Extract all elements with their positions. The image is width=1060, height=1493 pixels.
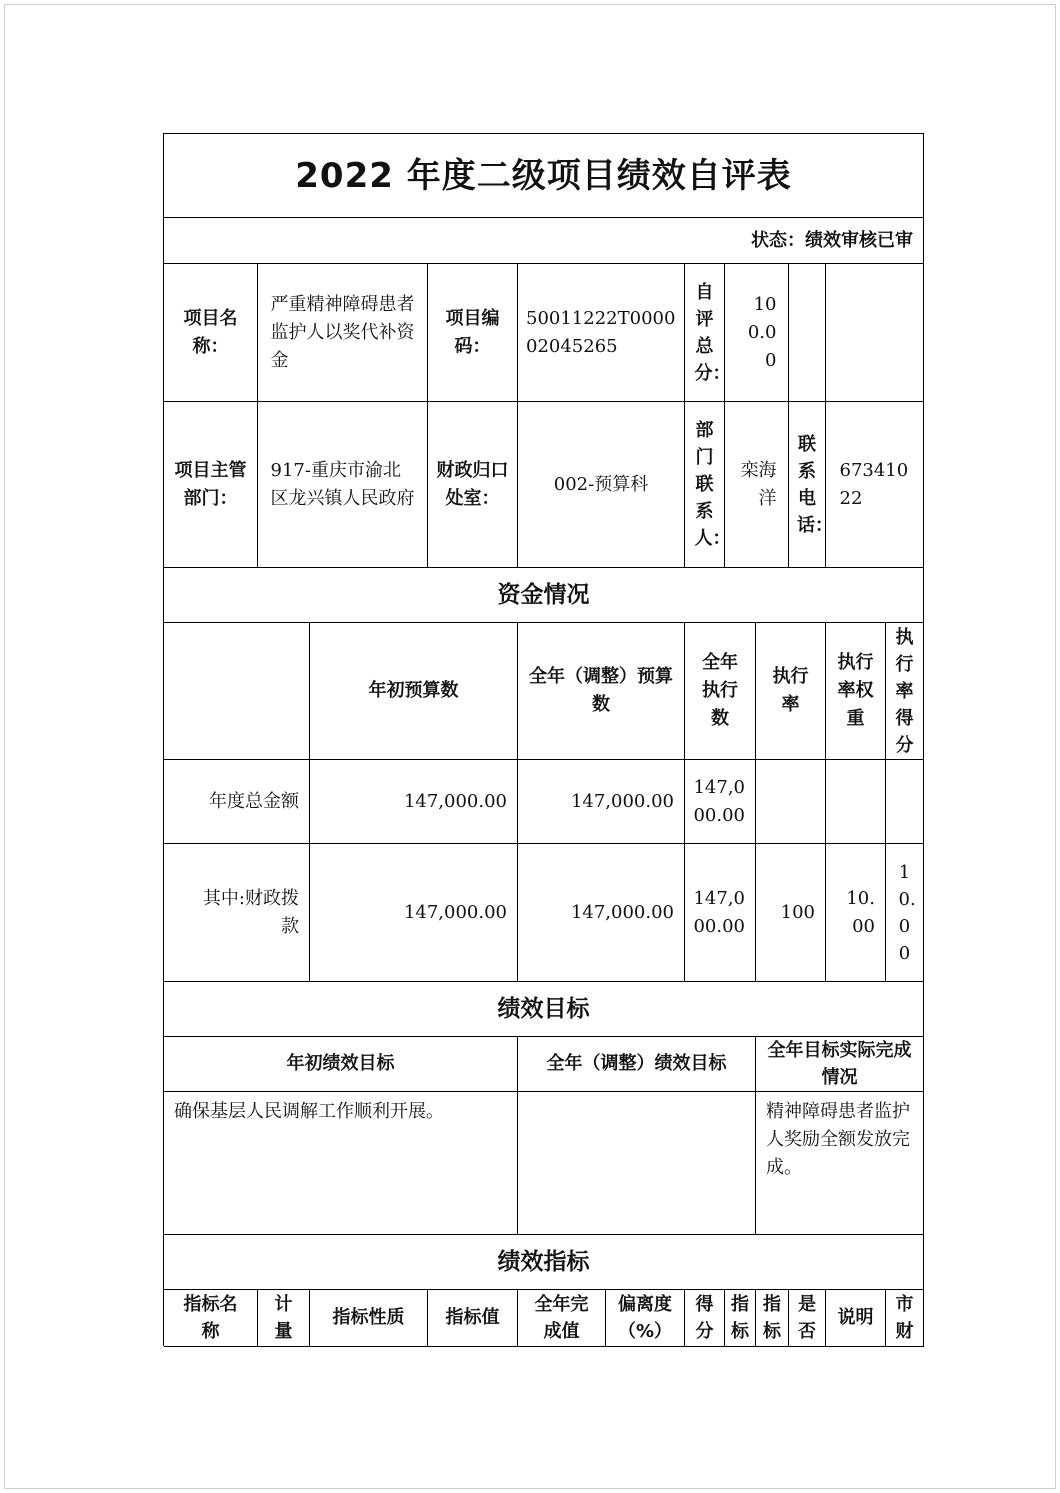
project-name-label: 项目名称： [164, 264, 258, 402]
funds-header-rate: 执行率 [756, 623, 826, 760]
evaluation-table [163, 133, 924, 1346]
funds-header-score: 执行率得分 [886, 623, 924, 760]
indicator-header-value: 指标值 [428, 1290, 518, 1347]
funds-row-adjusted: 147,000.00 [518, 844, 685, 982]
indicator-header-nature: 指标性质 [310, 1290, 428, 1347]
funds-row-label: 年度总金额 [164, 760, 310, 844]
funds-section-title: 资金情况 [164, 568, 924, 623]
funds-row-initial: 147,000.00 [310, 844, 518, 982]
project-code-value: 50011222T000002045265 [518, 264, 685, 402]
finance-office-label: 财政归口处室： [428, 402, 518, 568]
goals-header-initial: 年初绩效目标 [164, 1037, 518, 1092]
phone-label: 联系电话： [789, 402, 826, 568]
contact-value: 栾海洋 [725, 402, 789, 568]
self-score-value: 100.00 [725, 264, 789, 402]
indicator-header-completed: 全年完成值 [518, 1290, 606, 1347]
indicator-header-unit: 计量 [258, 1290, 310, 1347]
goals-header-actual: 全年目标实际完成情况 [756, 1037, 924, 1092]
indicator-header-yes-no: 是否 [789, 1290, 826, 1347]
funds-row-weight [826, 760, 886, 844]
funds-header-adjusted: 全年（调整）预算数 [518, 623, 685, 760]
funds-row-score [886, 760, 924, 844]
funds-header-blank [164, 623, 310, 760]
blank-cell [826, 264, 924, 402]
indicator-header-col8: 指标 [725, 1290, 756, 1347]
funds-row-rate [756, 760, 826, 844]
goals-header-adjusted: 全年（调整）绩效目标 [518, 1037, 756, 1092]
indicator-header-city-finance: 市财 [886, 1290, 924, 1347]
dept-label: 项目主管部门： [164, 402, 258, 568]
goals-adjusted-text [518, 1092, 756, 1235]
funds-row-executed: 147,000.00 [685, 844, 756, 982]
funds-row-label: 其中:财政拨款 [164, 844, 310, 982]
goals-initial-text: 确保基层人民调解工作顺利开展。 [164, 1092, 518, 1235]
goals-section-title: 绩效目标 [164, 982, 924, 1037]
goals-actual-text: 精神障碍患者监护人奖励全额发放完成。 [756, 1092, 924, 1235]
dept-value: 917-重庆市渝北区龙兴镇人民政府 [258, 402, 428, 568]
finance-office-value: 002-预算科 [518, 402, 685, 568]
project-name-value: 严重精神障碍患者监护人以奖代补资金 [258, 264, 428, 402]
indicator-header-deviation: 偏离度（%） [606, 1290, 685, 1347]
funds-header-executed: 全年执行数 [685, 623, 756, 760]
project-code-label: 项目编码： [428, 264, 518, 402]
funds-header-initial: 年初预算数 [310, 623, 518, 760]
funds-row-score: 10.00 [886, 844, 924, 982]
funds-row-adjusted: 147,000.00 [518, 760, 685, 844]
indicator-header-score: 得分 [685, 1290, 725, 1347]
funds-row-initial: 147,000.00 [310, 760, 518, 844]
contact-label: 部门联系人： [685, 402, 725, 568]
funds-header-weight: 执行率权重 [826, 623, 886, 760]
self-score-label: 自评总分： [685, 264, 725, 402]
funds-row-executed: 147,000.00 [685, 760, 756, 844]
indicator-header-col9: 指标 [756, 1290, 789, 1347]
phone-value: 67341022 [826, 402, 924, 568]
status-label: 状态：绩效审核已审 [164, 218, 924, 264]
blank-cell [789, 264, 826, 402]
funds-row-weight: 10.00 [826, 844, 886, 982]
funds-row-rate: 100 [756, 844, 826, 982]
indicator-header-note: 说明 [826, 1290, 886, 1347]
indicator-header-name: 指标名称 [164, 1290, 258, 1347]
page-title: 2022 年度二级项目绩效自评表 [164, 134, 924, 218]
indicators-section-title: 绩效指标 [164, 1235, 924, 1290]
